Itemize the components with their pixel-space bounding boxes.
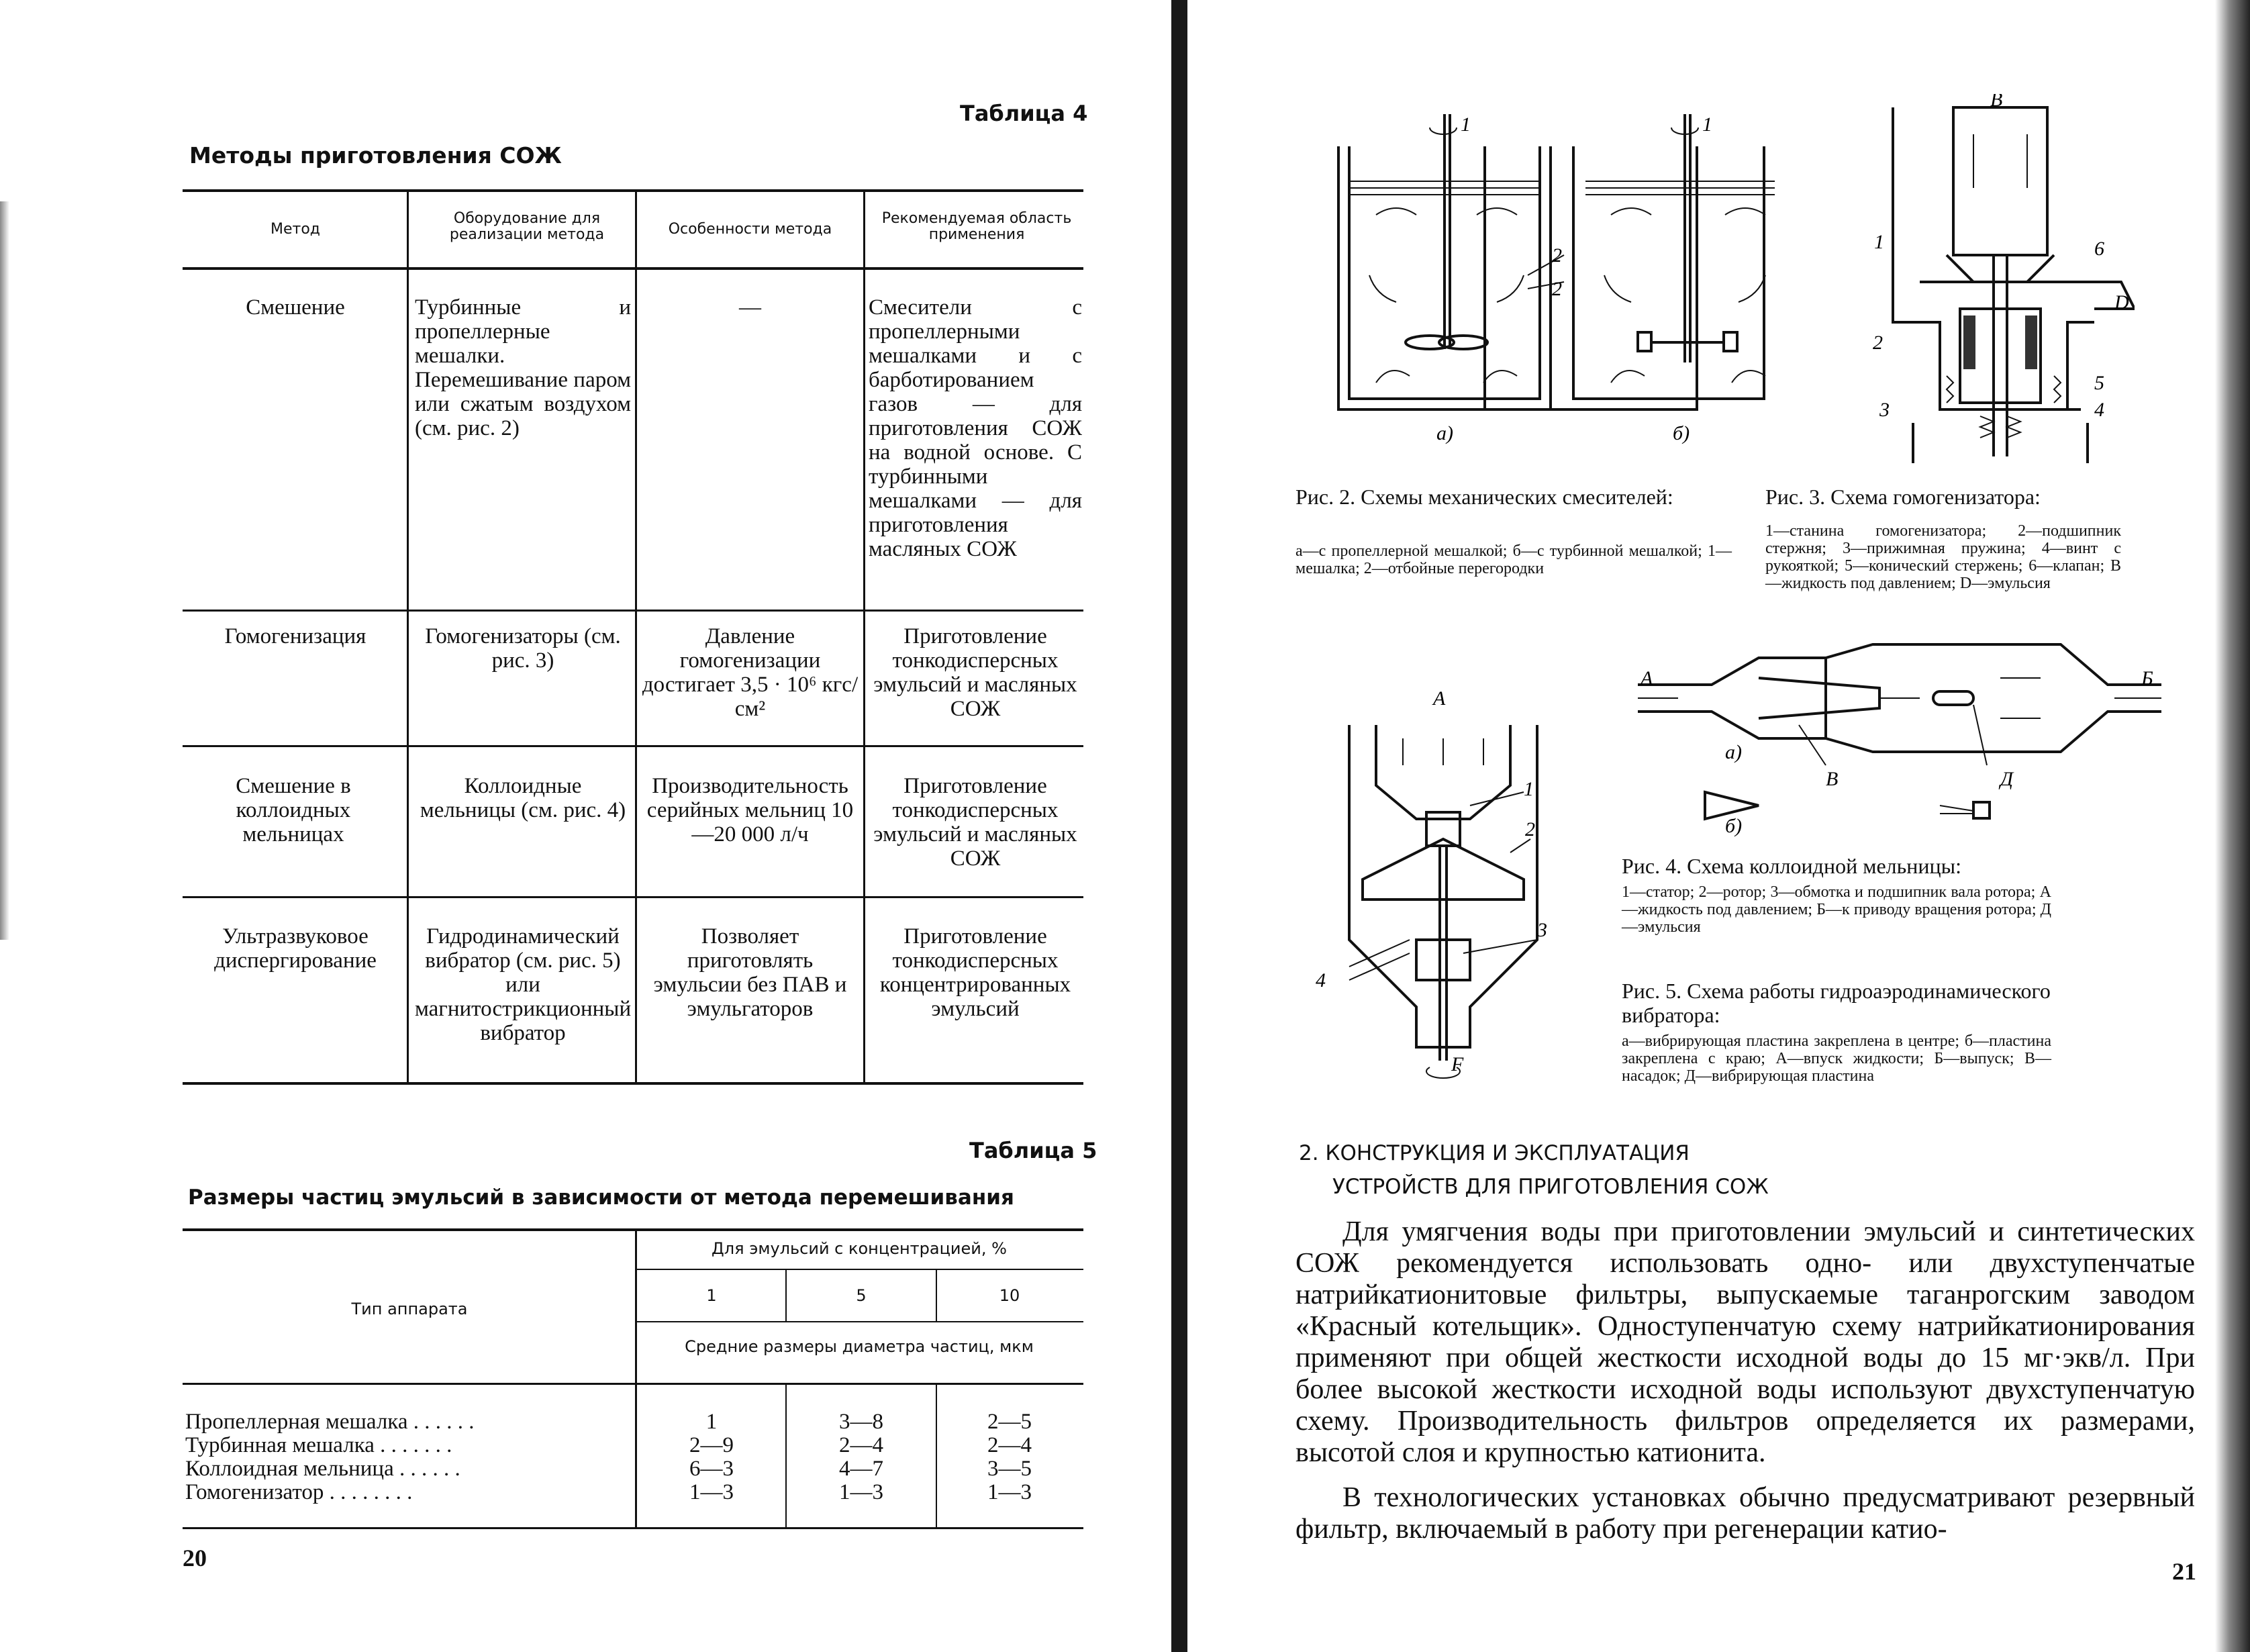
table5-r1-c3: 2—5	[987, 1410, 1032, 1434]
table4-row1-method: Смешение	[246, 295, 345, 320]
fig5-vibrator-diagram	[1624, 638, 2175, 839]
table4-row3-area: Приготовление тонкодисперсных эмульсий и масляных СОЖ	[873, 774, 1077, 871]
fig2-label-2a: 2	[1552, 244, 1562, 266]
table5-r2-c1: 2—9	[689, 1433, 734, 1457]
table4-row2-features: Давление гомогенизации достигает 3,5 · 10⁶ кгс/см²	[642, 624, 859, 721]
section-heading-line2: УСТРОЙСТВ ДЛЯ ПРИГОТОВЛЕНИЯ СОЖ	[1332, 1175, 1769, 1199]
fig5-label-b: б)	[1725, 815, 1743, 837]
fig3-label-3: 3	[1879, 399, 1890, 421]
fig4-label-4: 4	[1316, 969, 1326, 991]
table5-row4-type: Гомогенизатор . . . . . . . .	[185, 1480, 413, 1504]
table5-r4-c1: 1—3	[689, 1480, 734, 1504]
page-edge-shadow	[0, 201, 9, 940]
table5-r4-c3: 1—3	[987, 1480, 1032, 1504]
right-edge-shadow	[2215, 0, 2250, 1652]
book-spine	[1171, 0, 1187, 1652]
fig4-label-1: 1	[1524, 778, 1534, 800]
fig5-caption-text: а—вибрирующая пластина закреплена в центре; б—пластина закреплена с краю; А—впуск жидкости; Б—выпуск; В—насадок; Д—вибрирующая пластина	[1622, 1032, 2051, 1085]
right-page-number: 21	[2172, 1558, 2196, 1585]
table4-row3-features: Производительность серийных мельниц 10—20 000 л/ч	[646, 774, 854, 846]
table5-title: Размеры частиц эмульсий в зависимости от метода перемешивания	[188, 1185, 1014, 1210]
body-paragraph-1: Для умягчения воды при приготовлении эмульсий и синтетических СОЖ рекомендуется использовать одно- или двухступенчатые натрийкатионитовые фильтры, выпускаемые таганрогским заводом «Красный котельщик». Одноступенчатую схему натрийкатионирования применяют при общей жесткости исходной воды до 15 мг·экв/л. При более высокой жесткости исходной воды используют двухступенчатую схему. Производительность фильтров определяется их размерами, высотой слоя и крупностью катионита.	[1295, 1216, 2195, 1468]
fig2-caption-text: а—с пропеллерной мешалкой; б—с турбинной мешалкой; 1—мешалка; 2—отбойные перегородки	[1295, 542, 1732, 577]
table4-header-equipment: Оборудование для реализации метода	[449, 210, 605, 243]
table5-r4-c2: 1—3	[839, 1480, 883, 1504]
fig5-label-D: Д	[2000, 768, 2014, 790]
table4-header-area: Рекомендуемая область применения	[881, 210, 1072, 243]
fig5-caption-title: Рис. 5. Схема работы гидроаэродинамического вибратора:	[1622, 979, 2051, 1027]
fig3-label-D: D	[2114, 291, 2129, 313]
fig2-caption-title: Рис. 2. Схемы механических смесителей:	[1295, 485, 1673, 509]
table4-header-features: Особенности метода	[668, 221, 832, 238]
fig4-caption-text: 1—статор; 2—ротор; 3—обмотка и подшипник вала ротора; А—жидкость под давлением; Б—к приводу вращения ротора; Д—эмульсия	[1622, 883, 2051, 936]
fig2-label-a: а)	[1436, 422, 1453, 444]
table4-header-method: Метод	[270, 221, 320, 238]
table5-r3-c2: 4—7	[839, 1457, 883, 1481]
fig4-label-F: F	[1451, 1053, 1464, 1075]
fig2-label-2b: 2	[1552, 278, 1562, 300]
table4-row3-method: Смешение в коллоидных мельницах	[236, 774, 351, 846]
table5-header-size: Средние размеры диаметра частиц, мкм	[685, 1337, 1034, 1356]
fig2-label-b: б)	[1673, 422, 1690, 444]
fig3-caption-title: Рис. 3. Схема гомогенизатора:	[1765, 485, 2041, 509]
fig5-label-a: а)	[1725, 741, 1742, 763]
fig3-label-4: 4	[2094, 399, 2104, 421]
left-page-number: 20	[183, 1545, 207, 1571]
table5-conc-1: 1	[706, 1286, 717, 1305]
fig3-label-5: 5	[2094, 372, 2104, 394]
table4-row1-equipment: Турбинные и пропеллерные мешалки. Перемешивание паром или сжатым воздухом (см. рис. 2)	[415, 295, 631, 440]
fig2-label-1b: 1	[1702, 113, 1712, 136]
table5-r1-c1: 1	[705, 1410, 718, 1434]
fig4-label-2: 2	[1525, 818, 1535, 840]
table4-title: Методы приготовления СОЖ	[189, 142, 562, 168]
table4-row2-equipment: Гомогенизаторы (см. рис. 3)	[425, 624, 621, 673]
fig4-label-3: 3	[1537, 919, 1547, 941]
table5-r2-c3: 2—4	[987, 1433, 1032, 1457]
table5-conc-5: 5	[856, 1286, 867, 1305]
fig4-label-A: A	[1433, 687, 1446, 710]
fig3-homogenizer-diagram	[1866, 94, 2135, 470]
table4-row3-equipment: Коллоидные мельницы (см. рис. 4)	[420, 774, 626, 822]
fig3-label-1: 1	[1874, 231, 1884, 253]
fig3-label-2: 2	[1873, 332, 1883, 354]
fig4-colloid-mill-diagram	[1309, 685, 1577, 1087]
table5-r2-c2: 2—4	[839, 1433, 883, 1457]
fig5-label-B: Б	[2141, 667, 2153, 689]
table5-row2-type: Турбинная мешалка . . . . . . .	[185, 1433, 452, 1457]
table5-r3-c1: 6—3	[689, 1457, 734, 1481]
table5-row1-type: Пропеллерная мешалка . . . . . .	[185, 1410, 475, 1434]
table5-header-type: Тип аппарата	[351, 1300, 468, 1318]
fig5-label-A: A	[1641, 667, 1653, 689]
table4-row2-area: Приготовление тонкодисперсных эмульсий и масляных СОЖ	[873, 624, 1077, 721]
table4-row4-area: Приготовление тонкодисперсных концентрированных эмульсий	[879, 924, 1071, 1021]
table5-r1-c2: 3—8	[839, 1410, 883, 1434]
fig4-caption-title: Рис. 4. Схема коллоидной мельницы:	[1622, 854, 1961, 878]
table4-row4-equipment: Гидродинамический вибратор (см. рис. 5) или магнитострикционный вибратор	[415, 924, 632, 1045]
fig3-label-6: 6	[2094, 238, 2104, 260]
table5-header-concentration: Для эмульсий с концентрацией, %	[712, 1239, 1007, 1258]
table4-row4-method: Ультразвуковое диспергирование	[214, 924, 377, 973]
table5-row3-type: Коллоидная мельница . . . . . .	[185, 1457, 460, 1481]
body-paragraph-2: В технологических установках обычно предусматривают резервный фильтр, включаемый в работу при регенерации катио-	[1295, 1482, 2195, 1545]
table4-row1-features: —	[739, 295, 761, 320]
table4-row2-method: Гомогенизация	[224, 624, 366, 648]
fig2-label-1a: 1	[1461, 113, 1471, 136]
fig3-label-B: В	[1990, 94, 2003, 111]
table4-row4-features: Позволяет приготовлять эмульсии без ПАВ и эмульгаторов	[653, 924, 847, 1021]
fig2-mixers-diagram	[1329, 101, 1786, 450]
table4-label: Таблица 4	[960, 101, 1088, 126]
table5-label: Таблица 5	[969, 1138, 1097, 1163]
table5-r3-c3: 3—5	[987, 1457, 1032, 1481]
section-heading-line1: 2. КОНСТРУКЦИЯ И ЭКСПЛУАТАЦИЯ	[1299, 1141, 1690, 1165]
fig5-label-V: В	[1826, 768, 1839, 790]
fig3-caption-text: 1—станина гомогенизатора; 2—подшипник стержня; 3—прижимная пружина; 4—винт с рукояткой; 5—конический стержень; 6—клапан; В—жидкость под давлением; D—эмульсия	[1765, 522, 2121, 592]
table5-conc-10: 10	[999, 1286, 1020, 1305]
table4-row1-area: Смесители с пропеллерными мешалками и с барботированием газов — для приготовления СОЖ на водной основе. С турбинными мешалками — для приготовления масляных СОЖ	[869, 295, 1082, 561]
